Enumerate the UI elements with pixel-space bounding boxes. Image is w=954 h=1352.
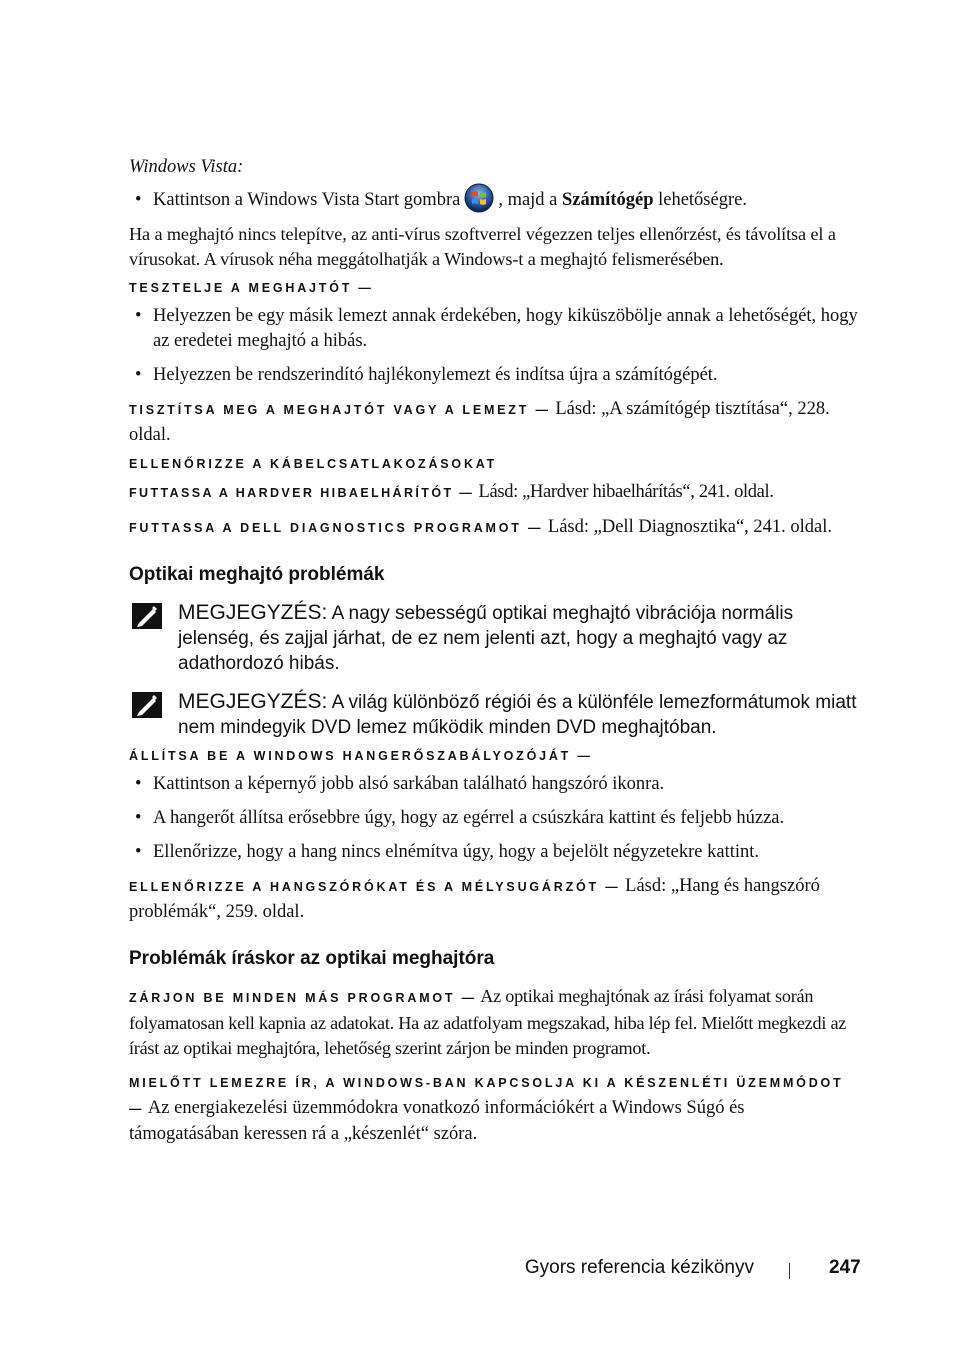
note-text: A világ különböző régiói és a különféle lemezformátumok miatt nem mindegyik DVD lemez működik minden DVD meghajtóban. (178, 692, 857, 738)
heading-label: MIELŐTT LEMEZRE ÍR, A WINDOWS-BAN KAPCSOLJA KI A KÉSZENLÉTI ÜZEMMÓDOT — (129, 1076, 844, 1116)
volume-bullet-list (129, 772, 859, 865)
close-programs-heading (129, 984, 859, 1061)
heading-text: Lásd: „Dell Diagnosztika“, 241. oldal. (547, 517, 833, 537)
note-text: A nagy sebességű optikai meghajtó vibrációja normális jelenség, és zajjal járhat, de ez nem jelenti azt, hogy a meghajtó vagy az adathordozó hibás. (178, 603, 794, 674)
hardware-troubleshooter-heading (129, 480, 859, 506)
note-pencil-icon (132, 692, 162, 718)
speaker-heading (129, 874, 859, 925)
page-footer (0, 1257, 954, 1287)
test-drive-heading (129, 281, 859, 295)
list-item: • Kattintson a képernyő jobb alsó sarkában található hangszóró ikonra. (129, 772, 859, 797)
heading-text: Az optikai meghajtónak az írási folyamat során folyamatosan kell kapnia az adatokat. Ha az adatfolyam megszakad, hiba lép fel. Mielőtt megkezdi az írást az optikai meghajtóra, lehetőség szerint zárjon be minden programot. (129, 986, 847, 1058)
heading-text: Az energiakezelési üzemmódokra vonatkozó információkért a Windows Súgó és támogatásában keressen rá a „készenlét“ szóra. (129, 1098, 745, 1144)
list-item: • A hangerőt állítsa erősebbre úgy, hogy az egérrel a csúszkára kattint és feljebb húzza. (129, 806, 859, 831)
note-1 (129, 600, 859, 676)
heading-label: ZÁRJON BE MINDEN MÁS PROGRAMOT — (129, 991, 477, 1005)
heading-label: ÁLLÍTSA BE A WINDOWS HANGERŐSZABÁLYOZÓJÁT — (129, 749, 593, 763)
footer-separator (789, 1263, 790, 1279)
note-pencil-icon (132, 603, 162, 629)
standby-heading (129, 1070, 859, 1147)
clean-heading (129, 397, 859, 448)
note-2 (129, 689, 859, 740)
section-title-optical: Optikai meghajtó problémák (129, 564, 385, 585)
virus-paragraph: Ha a meghajtó nincs telepítve, az anti-vírus szoftverrel végezzen teljes ellenőrzést, és távolítsa el a vírusokat. A vírusok néha meggátolhatják a Windows-t a meghajtó felismerésében. (129, 224, 836, 269)
test-bullet-list (129, 304, 859, 388)
bullet-text: , majd a (498, 190, 558, 210)
list-item: • Helyezzen be rendszerindító hajlékonylemezt és indítsa újra a számítógépét. (129, 363, 859, 388)
heading-label: FUTTASSA A HARDVER HIBAELHÁRÍTÓT — (129, 486, 475, 500)
heading-text: Lásd: „A számítógép tisztítása“, 228. oldal. (129, 399, 830, 445)
bullet-text: lehetőségre. (658, 190, 747, 210)
heading-label: FUTTASSA A DELL DIAGNOSTICS PROGRAMOT — (129, 521, 544, 535)
heading-text: Lásd: „Hardver hibaelhárítás“, 241. oldal. (478, 482, 774, 502)
volume-heading (129, 749, 859, 763)
intro-text: Windows Vista: (129, 157, 244, 177)
page-number: 247 (829, 1257, 861, 1278)
vista-bullet-list (129, 188, 859, 213)
heading-label: TISZTÍTSA MEG A MEGHAJTÓT VAGY A LEMEZT — (129, 403, 551, 417)
document-page (129, 155, 859, 1156)
heading-label: ELLENŐRIZZE A KÁBELCSATLAKOZÁSOKAT (129, 457, 498, 471)
list-item: • Ellenőrizze, hogy a hang nincs elnémítva úgy, hogy a bejelölt négyzetekre kattint. (129, 840, 859, 865)
windows-vista-start-icon (464, 183, 494, 213)
computer-option: Számítógép (562, 190, 654, 210)
note-label: MEGJEGYZÉS: (178, 690, 328, 713)
bullet-text: Kattintson a Windows Vista Start gombra (153, 190, 461, 210)
section-title-writing: Problémák íráskor az optikai meghajtóra (129, 948, 495, 969)
heading-label: TESZTELJE A MEGHAJTÓT — (129, 281, 374, 295)
list-item: • Helyezzen be egy másik lemezt annak érdekében, hogy kiküszöbölje annak a lehetőségét, hogy az eredetei meghajtó a hibás. (129, 304, 859, 354)
dell-diagnostics-heading (129, 515, 859, 541)
list-item (129, 188, 859, 213)
note-label: MEGJEGYZÉS: (178, 601, 328, 624)
heading-label: ELLENŐRIZZE A HANGSZÓRÓKAT ÉS A MÉLYSUGÁRZÓT — (129, 880, 621, 894)
footer-title: Gyors referencia kézikönyv (524, 1257, 754, 1278)
cable-heading (129, 457, 859, 471)
heading-text: Lásd: „Hang és hangszóró problémák“, 259. oldal. (129, 876, 820, 922)
